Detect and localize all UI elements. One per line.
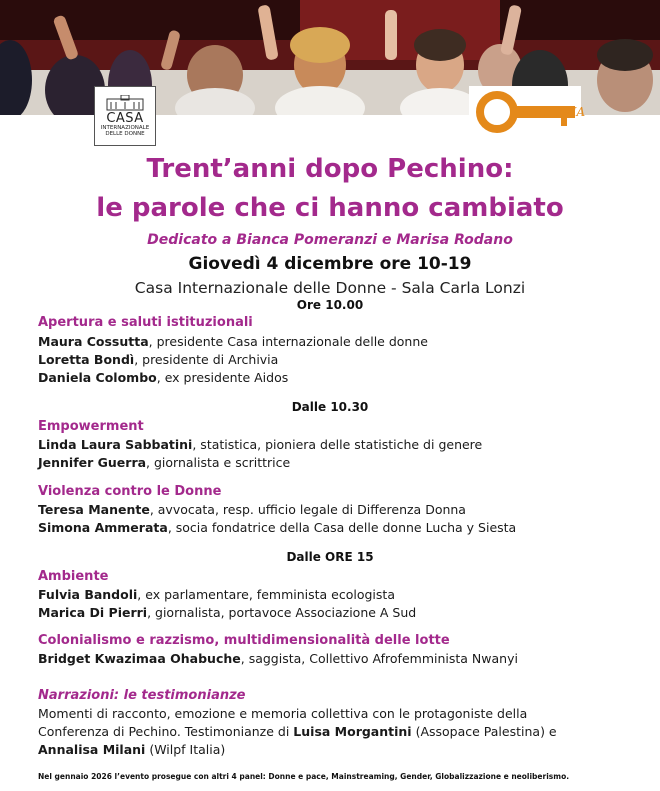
narrazioni-text-2: Conferenza di Pechino. Testimonianze di Luisa Morgantini (Assopace Palestina) e [38,724,557,739]
speaker-row: Teresa Manente, avvocata, resp. ufficio legale di Differenza Donna [38,502,466,517]
speaker-row: Linda Laura Sabbatini, statistica, pioniera delle statistiche di genere [38,437,483,452]
event-venue: Casa Internazionale delle Donne - Sala Carla Lonzi [134,279,526,297]
section-title-ambiente: Ambiente [38,569,109,584]
archivia-logo [469,86,586,138]
speaker-row: Daniela Colombo, ex presidente Aidos [38,370,289,385]
speaker-row: Simona Ammerata, socia fondatrice della Casa delle donne Lucha y Siesta [38,520,517,535]
building-icon [106,95,144,111]
narrazioni-text-3: Annalisa Milani (Wilpf Italia) [38,742,226,757]
dedication: Dedicato a Bianca Pomeranzi e Marisa Rodano [147,232,513,248]
speaker-row: Jennifer Guerra, giornalista e scrittrice [38,455,291,470]
title-line-2: le parole che ci hanno cambiato [96,193,564,223]
title-line-1: Trent’anni dopo Pechino: [146,154,514,184]
event-date: Giovedì 4 dicembre ore 10-19 [188,254,472,274]
section-title-narrazioni: Narrazioni: le testimonianze [38,688,246,703]
section-title-empowerment: Empowerment [38,419,144,434]
casa-logo-sub2: DELLE DONNE [105,131,145,137]
section-title-violenza: Violenza contro le Donne [38,484,222,499]
section-title-colonialismo: Colonialismo e razzismo, multidimensionalità delle lotte [38,633,450,648]
narrazioni-text-1: Momenti di racconto, emozione e memoria collettiva con le protagoniste della [38,706,528,721]
time-late-morning: Dalle 10.30 [291,400,369,414]
casa-logo-word: CASA [106,111,144,126]
footer-note: Nel gennaio 2026 l’evento prosegue con altri 4 panel: Donne e pace, Mainstreaming, Gender, Globalizzazione e neoliberismo. [38,772,570,781]
casa-internazionale-logo [94,86,156,146]
time-morning: Ore 10.00 [296,298,364,312]
section-title-apertura: Apertura e saluti istituzionali [38,315,253,330]
speaker-row: Bridget Kwazimaa Ohabuche, saggista, Collettivo Afrofemminista Nwanyi [38,651,518,666]
speaker-row: Fulvia Bandoli, ex parlamentare, femminista ecologista [38,587,395,602]
casa-logo-sub1: INTERNAZIONALE [100,125,150,131]
speaker-row: Maura Cossutta, presidente Casa internazionale delle donne [38,334,428,349]
time-afternoon: Dalle ORE 15 [286,550,374,564]
archivia-logo-text: ARCHIVIA [521,105,586,119]
speaker-row: Loretta Bondì, presidente di Archivia [38,352,279,367]
speaker-row: Marica Di Pierri, giornalista, portavoce Associazione A Sud [38,605,417,620]
